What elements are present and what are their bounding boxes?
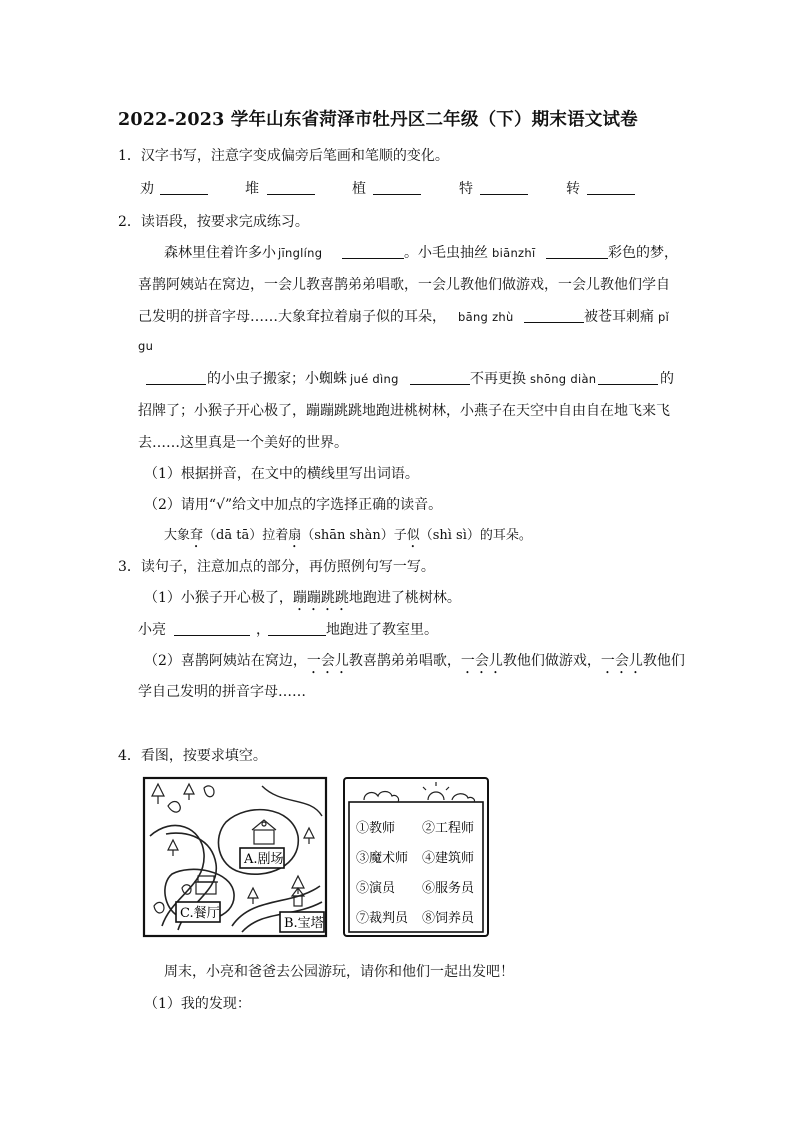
q3-example-1 [144, 588, 461, 614]
job-item: ②工程师 [422, 821, 475, 836]
q3-example-1-b: 地跑进了桃树林。 [348, 590, 461, 606]
job-item: ⑧饲养员 [422, 911, 475, 926]
q2-line1-c: 彩色的梦， [608, 245, 678, 261]
q2-pinyin-gu: gu [138, 339, 154, 353]
map-label-restaurant: C.餐厅 [180, 906, 220, 921]
q3-example-2-b: 教喜鹊弟弟唱歌， [348, 653, 461, 669]
q2-line7: 去……这里真是一个美好的世界。 [138, 435, 348, 451]
q2-pinyin-bianzhi: biānzhī [492, 246, 536, 260]
q3-example-2-a: （2）喜鹊阿姨站在窝边， [144, 653, 307, 669]
q2-blank-jingling[interactable] [342, 244, 404, 259]
q2-choice-text-a: 大象 [164, 528, 191, 543]
q2-choice-option-3[interactable]: （shì sì）的耳朵。 [419, 528, 532, 543]
q2-blank-pigu[interactable] [146, 370, 206, 385]
q2-line5-b: 不再更换 [470, 371, 526, 387]
q2-sub1: （1）根据拼音，在文中的横线里写出词语。 [144, 466, 419, 482]
q1-blank-4[interactable] [480, 180, 528, 195]
q1-char-2: 堆 [245, 181, 259, 197]
map-label-theatre: A.剧场 [244, 852, 284, 867]
job-item: ①教师 [356, 821, 396, 836]
q2-choice-option-1[interactable]: （dā tā）拉着 [203, 528, 289, 543]
q3-example-2-c: 教他们做游戏， [502, 653, 601, 669]
q2-dotted-char-shan: 扇 [288, 528, 302, 543]
q4-intro: 周末，小亮和爸爸去公园游玩，请你和他们一起出发吧！ [164, 964, 514, 980]
q2-line1-a: 森林里住着许多小 [164, 245, 276, 261]
jobs-board-illustration [342, 776, 490, 938]
job-item: ③魔术师 [356, 851, 409, 866]
park-map-illustration [142, 776, 328, 938]
job-item: ④建筑师 [422, 851, 475, 866]
q3-blank-1[interactable] [174, 621, 250, 636]
q2-sub2-choices [164, 526, 532, 551]
q4-prompt: 4．看图，按要求填空。 [118, 748, 267, 764]
q2-line6: 招牌了；小猴子开心极了，蹦蹦跳跳地跑进桃树林，小燕子在天空中自由自在地飞来飞 [138, 403, 670, 419]
q3-prompt: 3．读句子，注意加点的部分，再仿照例句写一写。 [118, 559, 435, 575]
q1-char-4: 特 [459, 181, 473, 197]
q3-fill-comma: ， [256, 622, 270, 638]
q3-example-2 [144, 651, 685, 677]
q2-pinyin-bangzhu: bāng zhù [458, 310, 514, 324]
q2-blank-bianzhi[interactable] [546, 244, 608, 259]
q3-example-2-dot3: 一会儿 [600, 653, 643, 669]
job-item: ⑤演员 [356, 881, 396, 896]
q3-example-1-dotted: 蹦蹦跳跳 [292, 590, 349, 606]
q3-fill-label: 小亮 [138, 622, 166, 638]
q1-char-1: 劝 [140, 181, 154, 197]
q2-line3-b: 被苍耳刺痛 [584, 309, 654, 325]
q2-line3-a: 己发明的拼音字母……大象耷拉着扇子似的耳朵， [138, 309, 446, 325]
q2-pinyin-jueding: jué dìng [350, 372, 399, 386]
q2-pinyin-shangdian: shōng diàn [530, 372, 597, 386]
q2-blank-jueding[interactable] [410, 370, 470, 385]
page-title: 2022-2023 学年山东省菏泽市牡丹区二年级（下）期末语文试卷 [118, 110, 638, 130]
q2-prompt: 2．读语段，按要求完成练习。 [118, 214, 309, 230]
q3-example-2-cont: 学自己发明的拼音字母…… [138, 684, 306, 700]
q2-pinyin-jingling: jīnglíng [278, 246, 323, 260]
q1-blank-3[interactable] [373, 180, 421, 195]
map-label-pagoda: B.宝塔 [284, 916, 324, 931]
q1-blank-2[interactable] [267, 180, 315, 195]
q1-char-3: 植 [352, 181, 366, 197]
q1-prompt: 1．汉字书写，注意字变成偏旁后笔画和笔顺的变化。 [118, 148, 449, 164]
q2-dotted-char-si: 似 [406, 528, 420, 543]
q1-blank-5[interactable] [587, 180, 635, 195]
q3-example-2-d: 教他们 [642, 653, 685, 669]
q3-example-2-dot1: 一会儿 [306, 653, 349, 669]
q2-choice-option-2[interactable]: （shān shàn）子 [301, 528, 407, 543]
q2-sub2: （2）请用“√”给文中加点的字选择正确的读音。 [144, 497, 443, 513]
q2-line5-a: 的小虫子搬家；小蜘蛛 [207, 371, 347, 387]
q3-example-2-dot2: 一会儿 [460, 653, 503, 669]
job-item: ⑥服务员 [422, 881, 475, 896]
q1-char-5: 转 [566, 181, 580, 197]
q3-fill-tail: 地跑进了教室里。 [326, 622, 438, 638]
q2-dotted-char-da: 耷 [190, 528, 204, 543]
q2-line1-b: 。小毛虫抽丝 [404, 245, 488, 261]
q2-blank-bangzhu[interactable] [524, 308, 584, 323]
q2-line5-c: 的 [660, 371, 674, 387]
job-item: ⑦裁判员 [356, 911, 409, 926]
q3-blank-2[interactable] [268, 621, 326, 636]
q1-blank-1[interactable] [160, 180, 208, 195]
q4-sub1: （1）我的发现： [144, 996, 251, 1012]
q3-example-1-a: （1）小猴子开心极了， [144, 590, 293, 606]
q2-blank-shangdian[interactable] [598, 370, 658, 385]
q2-line2: 喜鹊阿姨站在窝边，一会儿教喜鹊弟弟唱歌，一会儿教他们做游戏，一会儿教他们学自 [138, 277, 670, 293]
q2-pinyin-pi: pǐ [658, 310, 670, 324]
